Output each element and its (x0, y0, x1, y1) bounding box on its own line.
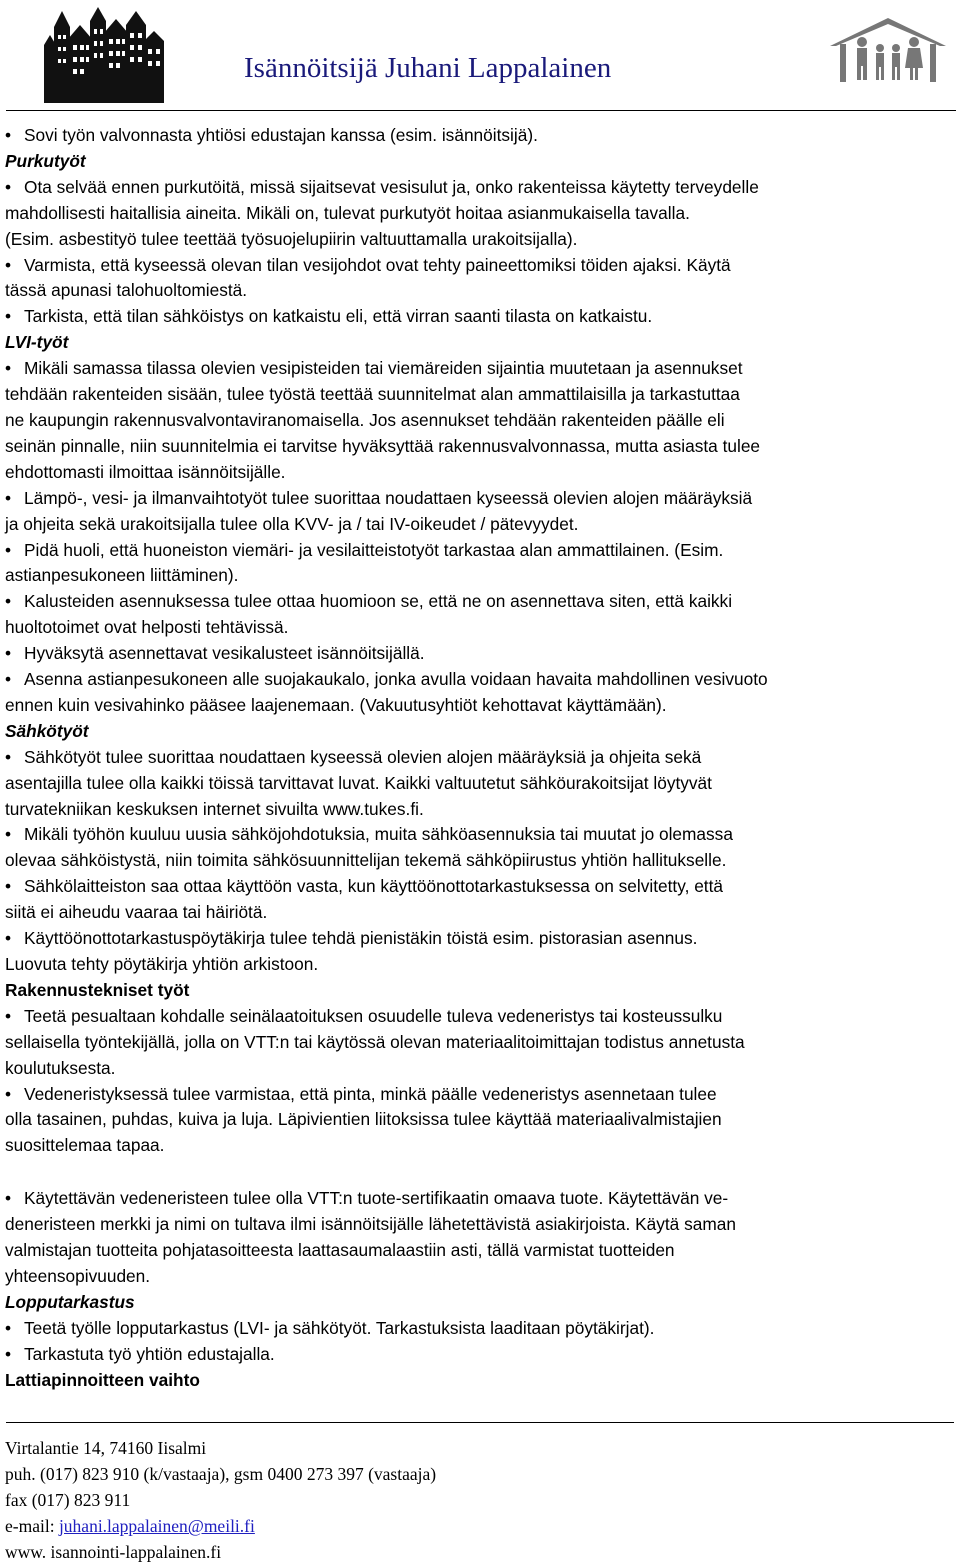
footer-phone: puh. (017) 823 910 (k/vastaaja), gsm 0400 273 397 (vastaaja) (5, 1464, 437, 1485)
text-line: astianpesukoneen liittäminen). (5, 565, 239, 586)
bullet-icon: • (5, 539, 12, 560)
bullet-icon: • (5, 1343, 12, 1364)
list-item: • Sähkölaitteiston saa ottaa käyttöön vasta, kun käyttöönottotarkastuksessa on selvitetty, että (5, 874, 960, 900)
bullet-icon: • (5, 176, 12, 197)
text-line: Luovuta tehty pöytäkirja yhtiön arkistoon. (5, 954, 319, 974)
text-line: ehdottomasti ilmoittaa isännöitsijälle. (5, 461, 286, 482)
bullet-icon: • (5, 824, 12, 845)
bullet-icon: • (5, 591, 12, 612)
email-label: e-mail: (5, 1516, 59, 1537)
text-line: tehdään rakenteiden sisään, tulee työstä teettää suunnitelmat alan ammattilaisilla ja tarkastuttaa (5, 384, 740, 405)
bullet-icon: • (5, 1005, 12, 1026)
page-header (0, 0, 960, 110)
section-heading-lopputarkastus: Lopputarkastus (5, 1291, 135, 1312)
bullet-icon: • (5, 306, 12, 327)
list-item: • Mikäli työhön kuuluu uusia sähköjohdotuksia, muita sähköasennuksia tai muutat jo olemassa (5, 822, 960, 848)
text-line: koulutuksesta. (5, 1057, 116, 1078)
text-line: deneristeen merkki ja nimi on tultava ilmi isännöitsijälle lähetettävistä asiakirjoista. Käytä saman (5, 1214, 736, 1235)
text-line: valmistajan tuotteita pohjatasoitteesta laattasaumalaastiin asti, tällä varmistat tuotteiden (5, 1240, 675, 1261)
section-heading-lattiapinnoite: Lattiapinnoitteen vaihto (5, 1369, 200, 1390)
bullet-icon: • (5, 125, 12, 145)
text-line: sellaisella työntekijällä, jolla on VTT:n tai käytössä olevan materiaalitoimittajan todistus annetusta (5, 1031, 745, 1052)
paragraph-gap (5, 1159, 960, 1186)
list-item: • Tarkastuta työ yhtiön edustajalla. (5, 1342, 960, 1368)
list-item: • Teetä työlle lopputarkastus (LVI- ja sähkötyöt. Tarkastuksista laaditaan pöytäkirjat). (5, 1316, 960, 1342)
list-item: • Kalusteiden asennuksessa tulee ottaa huomioon se, että ne on asennettava siten, että kaikki (5, 589, 960, 615)
bullet-icon: • (5, 358, 12, 379)
list-item: • Sähkötyöt tulee suorittaa noudattaen kyseessä olevien alojen määräyksiä ja ohjeita sekä (5, 745, 960, 771)
text-line: olevaa sähköistystä, niin toimita sähkösuunnittelijan tekemä sähköpiirustus yhtiön hallitukselle. (5, 850, 727, 871)
header-divider (6, 110, 956, 111)
text-line: mahdollisesti haitallisia aineita. Mikäli on, tulevat purkutyöt hoitaa asianmukaisella tavalla. (5, 202, 690, 223)
list-item: • Lämpö-, vesi- ja ilmanvaihtotyöt tulee suorittaa noudattaen kyseessä olevien alojen määräyksiä (5, 486, 960, 512)
bullet-icon: • (5, 876, 12, 897)
text-line: yhteensopivuuden. (5, 1265, 151, 1286)
text-line: asentajilla tulee olla kaikki töissä tarvittavat luvat. Kaikki valtuutetut sähköurakoitsijat löytyvät (5, 772, 712, 793)
city-buildings-logo (40, 5, 170, 105)
list-item: • Hyväksytä asennettavat vesikalusteet isännöitsijällä. (5, 641, 960, 667)
document-body (5, 123, 960, 1394)
text-line: seinän pinnalle, niin suunnitelmia ei tarvitse hyväksyttää rakennusvalvonnassa, mutta asiasta tulee (5, 435, 761, 456)
text-line: siitä ei aiheudu vaaraa tai häiriötä. (5, 902, 268, 923)
page-footer (5, 1435, 436, 1565)
bullet-icon: • (5, 487, 12, 508)
text-line: (Esim. asbestityö tulee teettää työsuojelupiirin valtuuttamalla urakoitsijalla). (5, 228, 578, 249)
section-heading-sahkotyot: Sähkötyöt (5, 720, 89, 741)
section-heading-purkutyot: Purkutyöt (5, 150, 86, 171)
bullet-icon: • (5, 1083, 12, 1104)
footer-website: www. isannointi-lappalainen.fi (5, 1542, 222, 1563)
bullet-icon: • (5, 1188, 12, 1209)
text-line: ja ohjeita sekä urakoitsijalla tulee olla KVV- ja / tai IV-oikeudet / pätevyydet. (5, 513, 579, 534)
bullet-icon: • (5, 746, 12, 767)
bullet-icon: • (5, 1317, 12, 1338)
bullet-icon: • (5, 254, 12, 275)
text-line: tässä apunasi talohuoltomiestä. (5, 280, 248, 301)
list-item: • Varmista, että kyseessä olevan tilan vesijohdot ovat tehty paineettomiksi töiden ajaksi. Käytä (5, 253, 960, 279)
bullet-icon: • (5, 928, 12, 949)
company-name: Isännöitsijä Juhani Lappalainen (244, 52, 612, 84)
list-item: • Ota selvää ennen purkutöitä, missä sijaitsevat vesisulut ja, onko rakenteissa käytetty terveydelle (5, 175, 960, 201)
footer-divider (6, 1422, 954, 1423)
list-item: • Pidä huoli, että huoneiston viemäri- ja vesilaitteistotyöt tarkastaa alan ammattilainen. (Esim. (5, 538, 960, 564)
text-line: ennen kuin vesivahinko pääsee laajenemaan. (Vakuutusyhtiöt kehottavat käyttämään). (5, 694, 667, 715)
text-line: ne kaupungin rakennusvalvontaviranomaisella. Jos asennukset tehdään rakenteiden päälle eli (5, 409, 725, 430)
house-family-logo (826, 16, 950, 82)
text-line: suosittelemaa tapaa. (5, 1135, 165, 1156)
footer-fax: fax (017) 823 911 (5, 1490, 131, 1511)
list-item: • Mikäli samassa tilassa olevien vesipisteiden tai viemäreiden sijaintia muutetaan ja asennukset (5, 356, 960, 382)
text-line: olla tasainen, puhdas, kuiva ja luja. Läpivientien liitoksissa tulee käyttää materiaalivalmistajien (5, 1109, 722, 1130)
section-heading-rakennustekniset: Rakennustekniset työt (5, 979, 190, 1000)
section-heading-lvi: LVI-työt (5, 332, 69, 353)
list-item: • Teetä pesualtaan kohdalle seinälaatoituksen osuudelle tuleva vedeneristys tai kosteussulku (5, 1004, 960, 1030)
bullet-icon: • (5, 669, 12, 690)
text-line: huoltotoimet ovat helposti tehtävissä. (5, 617, 289, 638)
footer-email-line (5, 1513, 436, 1539)
list-item: • Vedeneristyksessä tulee varmistaa, että pinta, minkä päälle vedeneristys asennetaan tulee (5, 1082, 960, 1108)
bullet-icon: • (5, 643, 12, 664)
footer-address: Virtalantie 14, 74160 Iisalmi (5, 1438, 207, 1458)
list-item: • Tarkista, että tilan sähköistys on katkaistu eli, että virran saanti tilasta on katkaistu. (5, 304, 960, 330)
list-item: • Käytettävän vedeneristeen tulee olla VTT:n tuote-sertifikaatin omaava tuote. Käytettävän ve- (5, 1186, 960, 1212)
list-item: • Asenna astianpesukoneen alle suojakaukalo, jonka avulla voidaan havaita mahdollinen vesivuoto (5, 667, 960, 693)
email-link[interactable]: juhani.lappalainen@meili.fi (58, 1516, 255, 1537)
list-item: • Käyttöönottotarkastuspöytäkirja tulee tehdä pienistäkin töistä esim. pistorasian asennus. (5, 926, 960, 952)
list-item: • Sovi työn valvonnasta yhtiösi edustajan kanssa (esim. isännöitsijä). (5, 123, 960, 149)
text-line: turvatekniikan keskuksen internet sivuilta www.tukes.fi. (5, 798, 424, 819)
